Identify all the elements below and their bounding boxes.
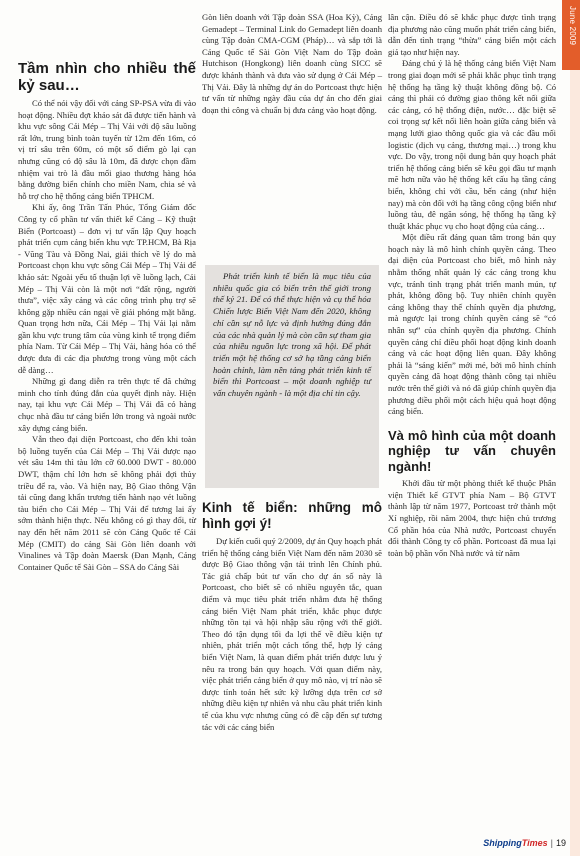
- column-1: [18, 60, 196, 573]
- page-number: 19: [555, 838, 566, 848]
- pull-quote-text: Phát triển kinh tế biển là mục tiêu của nhiều quốc gia có biển trên thế giới trong thế kỷ 21. Để có thể thực hiện và cụ thể hóa Chiến lược Biển Việt Nam đến 2020, không chỉ cần sự nỗ lực và định hướng đúng đắn của các nhà quản lý mà còn cần sự tham gia của nhiều nguồn lực trong xã hội. Để phát triển một hệ thống cơ sở hạ tầng cảng biển hoàn chỉnh, làm nền tảng phát triển kinh tế biển thì Portcoast – một doanh nghiệp tư vấn chuyên ngành - là một địa chỉ tin cậy.: [213, 271, 371, 399]
- paragraph: Đáng chú ý là hệ thống cảng biển Việt Nam trong giai đoạn mới sẽ phải khắc phục tình trạng hệ thống hạ tầng kỹ thuật không đồng bộ. Có cảng thì phải có đường giao thông kết nối giữa các cảng, có hệ thống điện, nước… đặc biệt sẽ coi trọng sự kết nối liên hoàn giữa cảng biển và mạng lưới giao thông quốc gia và các đầu mối logistic (dịch vụ cảng, thương mại…) trong khu vực. Do vậy, trong nội dung bản quy hoạch phát triển hệ thống cảng biển sẽ kêu gọi đầu tư mạnh mẽ hơn nữa vào hệ thống kết cấu hạ tầng cảng biển, không chỉ với cầu, bến cảng (như hiện nay) mà còn đối với hạ tầng công cộng biển như luồng tàu, đê ngăn sóng, hệ thống hạ tầng kỹ thuật khác phục vụ cho hoạt động của cảng…: [388, 58, 556, 231]
- paragraph: Vẫn theo đại diện Portcoast, cho đến khi toàn bộ luồng tuyến của Cái Mép – Thị Vải được nạo vét sâu 14m thì tàu lớn cỡ 60.000 DWT - 80.000 DWT, thậm chí lớn hơn sẽ không phải đợi thủy triều để ra, vào. Và hiện nay, Bộ Giao thông Vận tải cũng đang khẩn trương tiến hành nạo vét luồng tàu biển cho Cái Mép – Thị Vải để tương lai ấy sớm thành hiện thực. Nếu không có gì thay đổi, từ nay đến hết năm 2011 sẽ còn Cảng Quốc tế Cái Mép (CMIT) do cảng Sài Gòn liên doanh với Vinalines và Tập đoàn Maersk (Đan Mạnh, Cảng Container Quốc tế Sài Gòn – SSA do Cảng Sài: [18, 434, 196, 572]
- paragraph: Một điều rất đáng quan tâm trong bản quy hoạch này là mô hình chính quyền cảng. Theo đại diện của Portcoast cho biết, mô hình này nhằm thống nhất quản lý các cảng trong khu vực, tránh tình trạng phát triển manh mún, tự phát, không đồng bộ. Tuy nhiên chính quyền cảng không thay thế chính quyền địa phương, mà ngược lại trong chính quyền cảng sẽ “có nhân sự” của chính quyền địa phương. Chính quyền cảng chỉ điều phối hoạt động kinh doanh cảng và các hoạt động liên quan. Đây không phải là “sáng kiến” mới mẻ, bởi mô hình chính quyền cảng đã hoạt động thành công tại nhiều nước trên thế giới và nó đã giúp chính quyền địa phương điều phối một cách hiệu quả hoạt động cảng biển.: [388, 232, 556, 417]
- paragraph: Gòn liên doanh với Tập đoàn SSA (Hoa Kỳ), Cảng Gemadept – Terminal Link do Gemadept liên doanh cùng Tập đoàn CMA-CGM (Pháp)… và sắp tới là Cảng Quốc tế Sài Gòn Việt Nam do Tập đoàn Hutchison (Hongkong) liên doanh cùng SICC sẽ được khánh thành và đưa vào sử dụng ở Cái Mép – Thị Vải. Đây là những dự án do Portcoast thực hiện tư vấn từ những ngày đầu của dự án cho đến giai đoạn thi công và chuẩn bị đưa cảng vào hoạt động.: [202, 12, 382, 115]
- section-1-heading: Tầm nhìn cho nhiều thế kỷ sau…: [18, 60, 196, 94]
- paragraph: Có thể nói vậy đối với cảng SP-PSA vừa đi vào hoạt động. Nhiều đợt khảo sát đã được tiến hành và khu vực sông Cái Mép – Thị Vải với độ sâu luồng rất lớn, trung bình toàn tuyến từ 12m đến 16m, có vị trí sâu trên 60m, có một số điểm gò lại cạn nhưng cũng có độ sâu là 10m, đã được chọn đầm nhiệm vai trò là đầu mối giao thương hàng hóa bằng đường biển chính cho miền Nam, chia sẻ và hỗ trợ cho hệ thống cảng biển TPHCM.: [18, 98, 196, 201]
- section-3-heading: Và mô hình của một doanh nghiệp tư vấn chuyên ngành!: [388, 427, 556, 474]
- page-footer: ShippingTimes | 19: [483, 838, 566, 848]
- column-2-lower: [202, 500, 382, 733]
- paragraph: Những gì đang diễn ra trên thực tế đã chứng minh cho tính đúng đắn của quyết định này. Hiện nay, tại khu vực Cái Mép – Thị Vải đã có hàng chục nhà đầu tư cảng biển lớn trong và ngoài nước xây dựng cảng biển.: [18, 376, 196, 433]
- column-3: [388, 12, 556, 559]
- page-edge-strip: [570, 70, 580, 856]
- publication-name: ShippingTimes: [483, 838, 548, 848]
- issue-date: June 2009: [568, 6, 577, 46]
- paragraph: Khởi đầu từ một phòng thiết kế thuộc Phân viện Thiết kế GTVT phía Nam – Bộ GTVT thành lập từ năm 1977, Portcoast trở thành một Xí nghiệp, rồi năm 2004, thực hiện chủ trương Cổ phần hóa của Nhà nước, Portcoast chuyển đổi thành Công ty cổ phần. Portcoast đã mua lại toàn bộ phần vốn Nhà nước và từ năm: [388, 478, 556, 558]
- column-2: [202, 12, 382, 116]
- pull-quote: [205, 265, 379, 488]
- paragraph: Dự kiến cuối quý 2/2009, dự án Quy hoạch phát triển hệ thống cảng biển Việt Nam đến năm 2030 sẽ được Bộ Giao thông vận tải trình lên Chính phủ. Tác giả chấp bút tư vấn cho dự án số này là Portcoast, cho biết sẽ có nhiều nguyên tắc, quan điểm và mục tiêu phát triển nhằm đưa hệ thống cảng biển Việt Nam phát triển, khắc phục được những tồn tại và hội nhập sâu rộng với thế giới. Theo đó tận dụng tối đa lợi thế về điều kiện tự nhiên, phát triển một cách tổng thể, hợp lý cảng biển Việt Nam, là quan điểm phát triển được lưu ý nêu ra trong bản quy hoạch. Với quan điểm này, việc phát triển cảng biển ở quy mô nào, vị trí nào sẽ được tính toán hết sức kỹ lưỡng dựa trên cơ sở những điều kiện tự nhiên và nhu cầu phát triển kinh tế của khu vực nhưng cũng có đề cập đến sự tương tác với các cảng biển: [202, 536, 382, 732]
- section-2-heading: Kinh tế biển: những mô hình gợi ý!: [202, 500, 382, 531]
- paragraph: Khi ấy, ông Trần Tấn Phúc, Tổng Giám đốc Công ty cổ phần tư vấn thiết kế Cảng – Kỹ thuật Biển (Portcoast) – đơn vị tư vấn lập Quy hoạch phát triển cụm cảng biển khu vực TP.HCM, Bà Rịa - Vũng Tàu và Đồng Nai, giải thích về lý do mà Portcoast chọn khu vực sông Cái Mép – Thị Vải để khảo sát: Ngoài yếu tố thuận lợi về luồng lạch, Cái Mép – Thị Vải còn là một nơi “đất rộng, người thưa”, việc xây cảng và các công trình phụ trợ sẽ không gặp nhiều cản ngại về giải phóng mặt bằng. Quan trọng hơn nữa, Cái Mép – Thị Vải lại nằm gần khu vực trung tâm của vùng kinh tế trọng điểm phía Nam. Từ Cái Mép – Thị Vải, hàng hóa có thể được đưa đi các địa phương trong vùng một cách dễ dàng…: [18, 202, 196, 375]
- paragraph: lân cận. Điều đó sẽ khắc phục được tình trạng địa phương nào cũng muốn phát triển cảng biển, dẫn đến tình trạng “thừa” cảng biển một cách giả tạo như hiện nay.: [388, 12, 556, 57]
- date-tab: [562, 0, 580, 70]
